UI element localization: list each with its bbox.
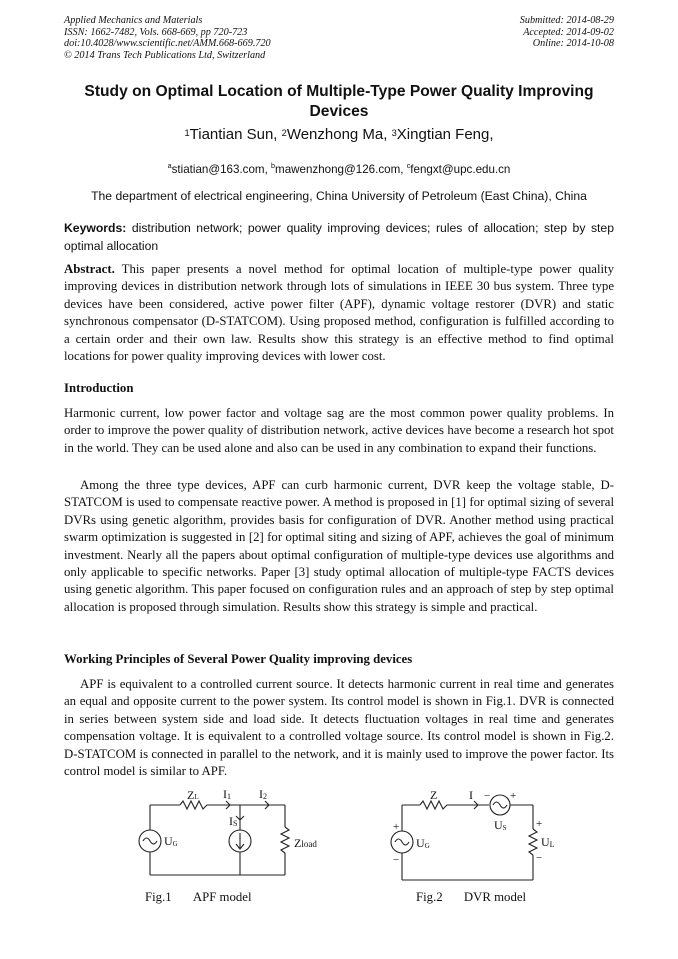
email-link[interactable]: mawenzhong@126.com, [275,163,404,176]
label-i1: I1 [223,787,231,801]
label-is: IS [229,814,238,828]
keywords [64,219,614,255]
email-list [64,163,614,176]
abstract-text: This paper presents a novel method for optimal location of multiple-type power quality improving devices in distribution network through lots of simulations in IEEE 30 bus system. Three type devices have been considered, active power filter (APF), dynamic voltage restorer (DVR) and static synchronous compensator (D-STATCOM). Using proposed method, configuration is fulfilled according to a certain order and their own law. Results show this strategy is an effective method to find optimal locations for power quality improving devices with lower cost. [64,262,615,364]
author-sup: 1 [184,128,190,138]
journal-info [64,15,271,61]
author-list [64,126,614,144]
label-i: I [469,788,473,802]
author-name: Tiantian Sun, [189,126,278,143]
abstract [64,261,614,365]
working-paragraph-1: APF is equivalent to a controlled current source. It detects harmonic current in real time and generates an equal and opposite current to the power system. Its control model is shown in Fig.1. DVR is connected in series between system side and load side. It detects fluctuation voltages in real time and generates compensation voltage. It is equivalent to a controlled voltage source. Its control model is shown in Fig.2. D-STATCOM is connected in parallel to the network, and it is mainly used to improve the power factor. Its control model is similar to APF. [64,677,614,779]
figure-2-caption [416,890,526,905]
dvr-circuit-diagram [388,785,568,885]
submitted-date: Submitted: 2014-08-29 [519,15,614,26]
email-sup: a [167,161,172,170]
email-sup: b [271,161,276,170]
dates-info [520,15,614,50]
label-us-plus: + [510,790,517,802]
label-zl: ZL [187,788,199,802]
figure-apf-model [130,785,330,890]
label-us: US [494,818,507,832]
abstract-label: Abstract. [64,262,115,276]
copyright-line: © 2014 Trans Tech Publications Ltd, Switzerland [64,49,266,61]
email-link[interactable]: fengxt@upc.edu.cn [410,163,511,176]
label-ul-plus: + [536,818,543,830]
section-heading-introduction: Introduction [64,381,134,395]
label-ug-plus: + [393,821,400,833]
label-z: Z [430,788,438,802]
label-us-minus: − [484,790,491,802]
paper-title: Study on Optimal Location of Multiple-Type Power Quality Improving Devices [84,83,594,120]
author-name: Wenzhong Ma, [286,126,388,143]
online-date: Online: 2014-10-08 [532,38,614,50]
figure-1-caption [145,890,252,905]
label-ug-minus: − [393,854,400,866]
journal-name: Applied Mechanics and Materials [64,15,203,26]
label-ug: UG [416,836,430,850]
label-ul-minus: − [536,852,543,864]
issn-line: ISSN: 1662-7482, Vols. 668-669, pp 720-723 [64,26,248,38]
label-ug: UG [164,834,178,848]
affiliation: The department of electrical engineering, China University of Petroleum (East China), China [91,189,587,203]
author-name: Xingtian Feng, [396,126,494,143]
doi-line: doi:10.4028/www.scientific.net/AMM.668-669.720 [64,38,271,50]
caption-number: Fig.2 [416,890,443,904]
author-sup: 2 [281,128,287,138]
accepted-date: Accepted: 2014-09-02 [523,26,614,38]
author-sup: 3 [391,128,397,138]
apf-circuit-diagram [130,785,330,885]
email-sup: c [406,161,411,170]
keywords-text: distribution network; power quality improving devices; rules of allocation; step by step optimal allocation [64,221,614,253]
intro-paragraph-2: Among the three type devices, APF can curb harmonic current, DVR keep the voltage stable, D-STATCOM is used to compensate reactive power. A method is proposed in [1] for optimal sizing of several DVRs using genetic algorithm, provides basis for configuration of DVR. Another method using practical swarm optimization is suggested in [2] for optimal siting and sizing of APF, achieves the goal of minimum investment. Nearly all the papers about optimal configuration of multiple-type devices use algorithms and only applicable to specific networks. Paper [3] study optimal allocation of multiple-type FACTS devices using genetic algorithm. This paper focused on configuration rules and an approach of step by step optimal allocation is proposed through simulation. Results show this strategy is simple and practical. [64,478,614,614]
intro-paragraph-1: Harmonic current, low power factor and voltage sag are the most common power quality problems. In order to improve the power quality of distribution network, active devices have become a research hot spot in the world. They can be used alone and also can be used in any combination to expand their functions. [64,406,614,455]
email-link[interactable]: stiatian@163.com, [171,163,268,176]
label-i2: I2 [259,787,267,801]
keywords-label: Keywords: [64,221,127,235]
caption-text: DVR model [463,890,527,904]
caption-number: Fig.1 [145,890,172,904]
figure-dvr-model [388,785,568,890]
section-heading-working-principles: Working Principles of Several Power Quality improving devices [64,652,413,666]
caption-text: APF model [192,890,252,904]
label-zload: Zload [294,836,317,850]
label-ul: UL [541,835,555,849]
